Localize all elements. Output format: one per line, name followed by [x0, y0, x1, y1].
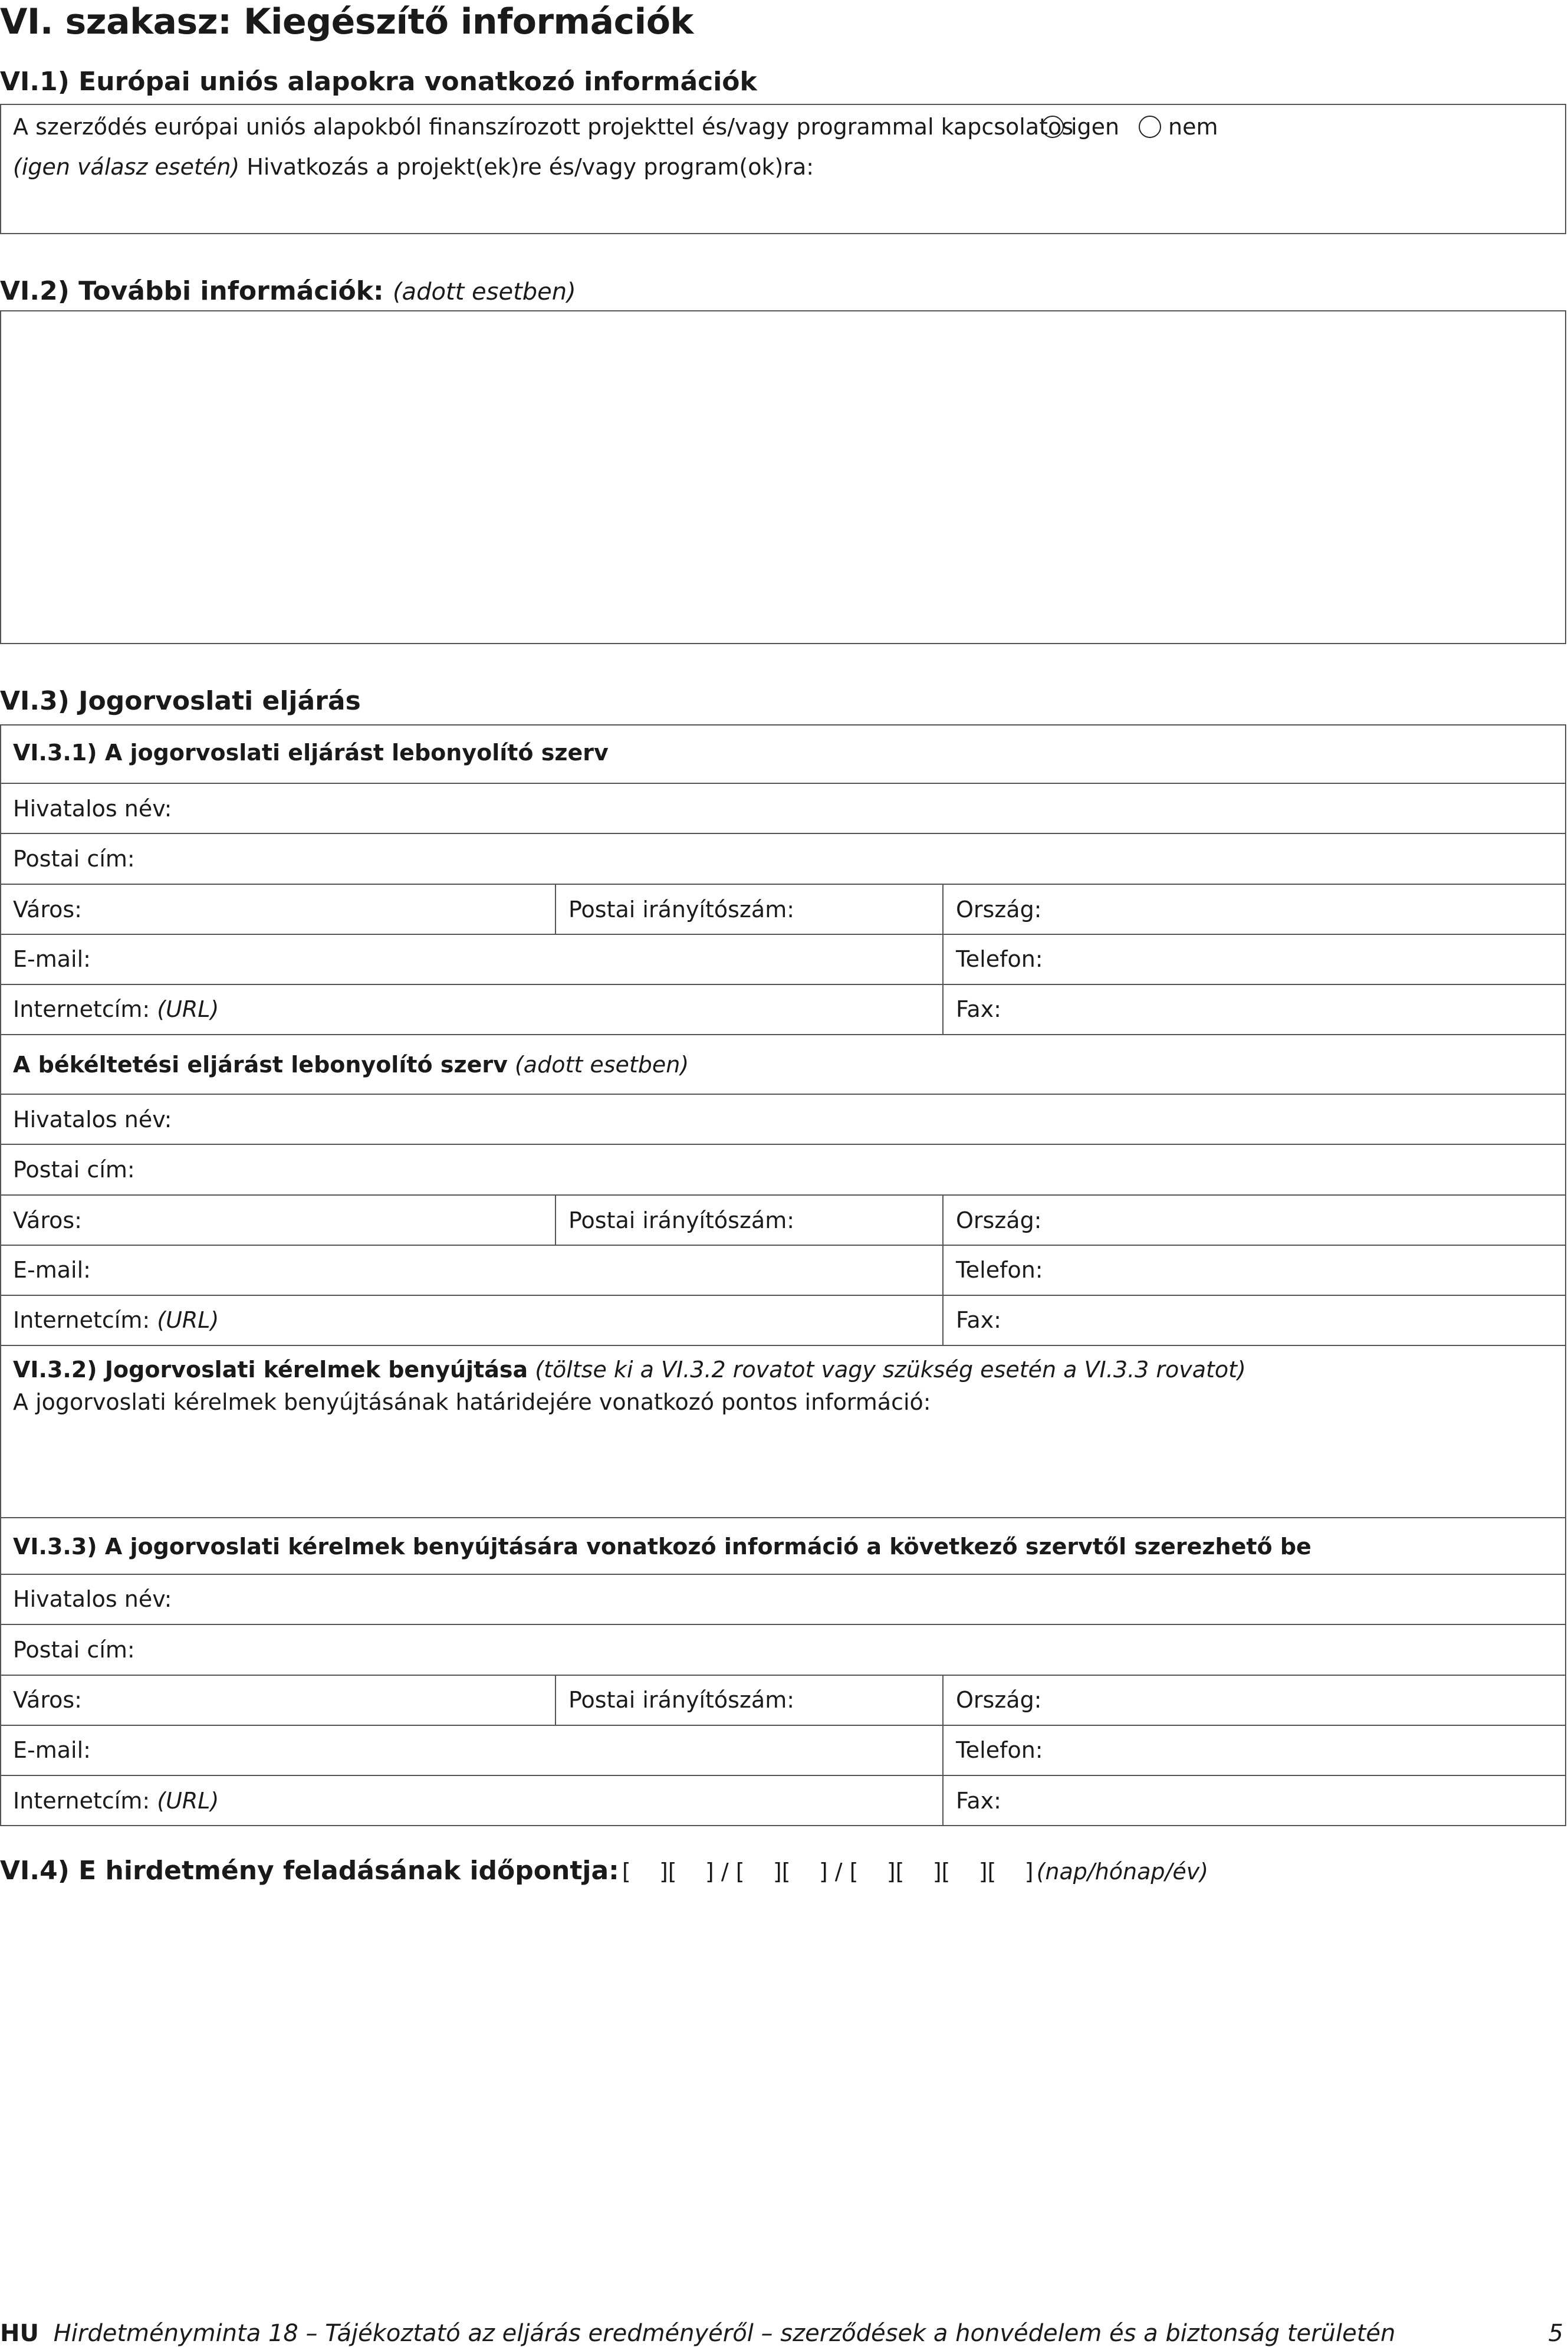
- divider: [0, 984, 1566, 985]
- internet-label: Internetcím:: [13, 996, 150, 1022]
- field-official-name[interactable]: Hivatalos név:: [13, 796, 172, 822]
- field-postal-code[interactable]: Postai irányítószám:: [568, 1207, 795, 1233]
- vi3-box: [0, 724, 1566, 1826]
- vi3-heading: VI.3) Jogorvoslati eljárás: [0, 686, 361, 716]
- field-official-name[interactable]: Hivatalos név:: [13, 1586, 172, 1612]
- field-postal-address[interactable]: Postai cím:: [13, 1637, 135, 1663]
- vi32-text: A jogorvoslati kérelmek benyújtásának határidejére vonatkozó pontos információ:: [13, 1389, 931, 1415]
- divider: [0, 1295, 1566, 1296]
- divider: [0, 1094, 1566, 1095]
- field-city[interactable]: Város:: [13, 1207, 82, 1233]
- vi1-question: [13, 114, 1073, 140]
- divider: [0, 1034, 1566, 1035]
- field-internet[interactable]: [13, 1307, 219, 1333]
- footer-text: Hirdetményminta 18 – Tájékoztató az eljárás eredményéről – szerződések a honvédelem és a biztonság területén: [53, 2320, 1396, 2347]
- mediation-title-text: A békéltetési eljárást lebonyolító szerv: [13, 1052, 508, 1078]
- vi32-title-text: VI.3.2) Jogorvoslati kérelmek benyújtása: [13, 1357, 528, 1383]
- col-divider: [555, 1194, 556, 1245]
- divider: [0, 1345, 1566, 1346]
- field-country[interactable]: Ország:: [956, 897, 1042, 923]
- divider: [0, 1194, 1566, 1196]
- footer-lang: HU: [0, 2320, 39, 2347]
- divider: [0, 1517, 1566, 1518]
- divider: [0, 884, 1566, 885]
- radio-no[interactable]: [1139, 116, 1161, 138]
- url-note: (URL): [157, 996, 219, 1022]
- divider: [0, 1725, 1566, 1726]
- field-postal-code[interactable]: Postai irányítószám:: [568, 897, 795, 923]
- field-phone[interactable]: Telefon:: [956, 1737, 1043, 1763]
- date-input-slots[interactable]: [ ][ ] / [ ][ ] / [ ][ ][ ][ ]: [622, 1859, 1034, 1885]
- vi1-ref-text: Hivatkozás a projekt(ek)re és/vagy program(ok)ra:: [239, 154, 814, 180]
- field-email[interactable]: E-mail:: [13, 946, 91, 972]
- vi1-option-no[interactable]: [1139, 114, 1218, 140]
- col-divider: [555, 1675, 556, 1725]
- col-divider: [942, 1194, 944, 1345]
- internet-label: Internetcím:: [13, 1788, 150, 1814]
- field-country[interactable]: Ország:: [956, 1207, 1042, 1233]
- internet-label: Internetcím:: [13, 1307, 150, 1333]
- option-no-label: nem: [1168, 114, 1218, 140]
- url-note: (URL): [157, 1788, 219, 1814]
- divider: [0, 833, 1566, 834]
- divider: [0, 934, 1566, 935]
- radio-yes[interactable]: [1041, 116, 1064, 138]
- vi4-heading: VI.4) E hirdetmény feladásának időpontja:: [0, 1856, 619, 1886]
- vi4-line: [0, 1856, 1208, 1886]
- vi2-note: (adott esetben): [392, 278, 576, 306]
- field-internet[interactable]: [13, 996, 219, 1022]
- col-divider: [942, 1675, 944, 1826]
- vi1-ref-italic: (igen válasz esetén): [13, 154, 240, 180]
- field-postal-code[interactable]: Postai irányítószám:: [568, 1687, 795, 1713]
- col-divider: [942, 884, 944, 1034]
- page-footer: [0, 2320, 1395, 2347]
- field-phone[interactable]: Telefon:: [956, 946, 1043, 972]
- vi2-heading: [0, 276, 576, 306]
- field-email[interactable]: E-mail:: [13, 1737, 91, 1763]
- field-fax[interactable]: Fax:: [956, 996, 1001, 1022]
- url-note: (URL): [157, 1307, 219, 1333]
- field-fax[interactable]: Fax:: [956, 1307, 1001, 1333]
- field-city[interactable]: Város:: [13, 897, 82, 923]
- option-yes-label: igen: [1071, 114, 1120, 140]
- mediation-title: [13, 1052, 689, 1078]
- vi33-title: VI.3.3) A jogorvoslati kérelmek benyújtására vonatkozó információ a következő szervtől szerezhető be: [13, 1534, 1311, 1560]
- vi1-reference: [13, 154, 814, 180]
- vi1-option-yes[interactable]: [1041, 114, 1119, 140]
- page-number: 5: [1548, 2320, 1563, 2347]
- vi2-heading-text: VI.2) További információk:: [0, 276, 384, 306]
- vi1-question-text: A szerződés európai uniós alapokból finanszírozott projekttel és/vagy programmal kapcsolatos: [13, 114, 1074, 140]
- divider: [0, 783, 1566, 784]
- vi31-title: VI.3.1) A jogorvoslati eljárást lebonyolító szerv: [13, 740, 609, 766]
- field-official-name[interactable]: Hivatalos név:: [13, 1107, 172, 1133]
- field-postal-address[interactable]: Postai cím:: [13, 846, 135, 872]
- vi2-textbox[interactable]: [0, 310, 1566, 644]
- date-format-note: (nap/hónap/év): [1036, 1859, 1209, 1885]
- field-country[interactable]: Ország:: [956, 1687, 1042, 1713]
- field-email[interactable]: E-mail:: [13, 1257, 91, 1283]
- section-title: VI. szakasz: Kiegészítő információk: [0, 1, 693, 42]
- mediation-note: (adott esetben): [514, 1052, 689, 1078]
- divider: [0, 1574, 1566, 1575]
- vi32-note: (töltse ki a VI.3.2 rovatot vagy szükség esetén a VI.3.3 rovatot): [535, 1357, 1246, 1383]
- divider: [0, 1245, 1566, 1246]
- divider: [0, 1775, 1566, 1776]
- vi32-title: [13, 1357, 1246, 1383]
- divider: [0, 1675, 1566, 1676]
- field-city[interactable]: Város:: [13, 1687, 82, 1713]
- col-divider: [555, 884, 556, 934]
- field-postal-address[interactable]: Postai cím:: [13, 1157, 135, 1183]
- field-phone[interactable]: Telefon:: [956, 1257, 1043, 1283]
- vi1-heading: VI.1) Európai uniós alapokra vonatkozó információk: [0, 67, 757, 97]
- field-internet[interactable]: [13, 1788, 219, 1814]
- field-fax[interactable]: Fax:: [956, 1788, 1001, 1814]
- divider: [0, 1144, 1566, 1145]
- divider: [0, 1624, 1566, 1625]
